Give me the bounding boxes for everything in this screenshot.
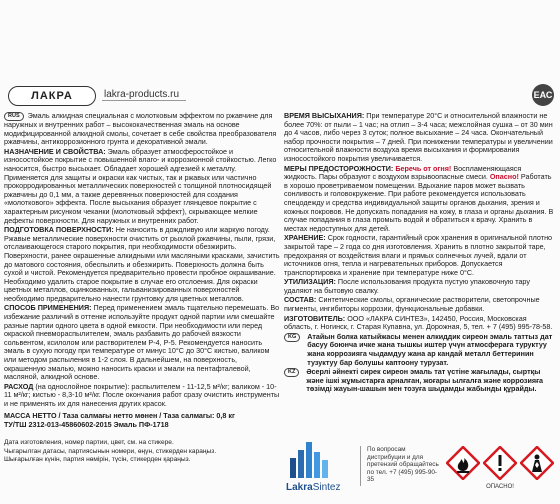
util-text: После использования продукта пустую упаковочную тару удаляют на бытовую свалку. bbox=[284, 277, 530, 295]
danger-label: ОПАСНО! bbox=[486, 484, 514, 490]
storage-section bbox=[284, 234, 556, 277]
hazard-pictograms bbox=[444, 446, 556, 498]
safety-title: МЕРЫ ПРЕДОСТОРОЖНОСТИ: bbox=[284, 163, 394, 173]
apply-text: Перед применением эмаль тщательно перемешать. Во избежание различий в оттенке используйте продукт одной партии или смешайте разные партии одного цвета в одной емкости. При необходимости или перед окраской пневмораспылителем, эмаль разбавить до рабочей вязкости сольвентом, ксилолом или растворителем Р-4, Р-5. Рекомендуется наносить эмаль в сухую погоду при температуре от минус 10°С до 30°С кистью, валиком или методом распыления в 1-2 слоя. В дальнейшем, на поверхность, окрашенную эмалью, можно наносить краски и эмали на пентафталевой, масляной, алкидной основе. bbox=[4, 303, 280, 382]
website-link[interactable]: lakra-products.ru bbox=[104, 89, 180, 100]
right-column bbox=[284, 112, 556, 395]
kz-text: Әсерлі әйнекті сирек сиреон эмаль тат үстіне жағылады, сыртқы және ішкі жұмыстарға арналған, жоғары ылғалға және коррозияға төзімді жауын-шашын мен тозуға шыдамды жабынды құрайды. bbox=[306, 367, 544, 394]
prep-section bbox=[4, 226, 280, 303]
apply-section bbox=[4, 304, 280, 381]
lakra-word: Lakra bbox=[286, 482, 313, 493]
util-title: УТИЛИЗАЦИЯ: bbox=[284, 277, 336, 287]
dry-text: При температуре 20°С и относительной влажности не более 70%: от пыли – 1 час; на отлип – 3-4 часа; межслойная сушка – от 30 мин до 4 часов, либо через 3 суток; полное высыхание – 24 часа. Окончательный набор прочности покрытия – 7 дней. При понижении температуры и увеличении относительной влажности воздуха время высыхания и формирования износостойкого покрытия увеличивается. bbox=[284, 111, 553, 163]
footer-line-kz: Шығарылған күнін, партия нөмірін, түсін, стикерден қараңыз. bbox=[4, 456, 191, 464]
kg-section bbox=[284, 333, 556, 367]
mass-line: МАССА НЕТТО / Таза салмағы нетто мөнен / Таза салмагы: 0,8 кг bbox=[4, 410, 236, 420]
intro-text: Эмаль алкидная специальная с молотковым эффектом по ржавчине для наружных и внутренних работ – высококачественная эмаль на основе модифицированной алкидной смолы, сочетает в себе свойства преобразователя ржавчины, антикоррозионного грунта и декоративной эмали. bbox=[4, 111, 277, 147]
safety-warning-danger: Опасно! bbox=[489, 172, 519, 182]
comp-text: Синтетические смолы, органические растворители, светопрочные пигменты, ингибиторы коррозии, функциональные добавки. bbox=[284, 295, 540, 314]
footer-notes bbox=[4, 439, 280, 465]
storage-text: Срок годности, гарантийный срок хранения в оригинальной плотно закрытой таре – 2 года со дня изготовления. Хранить в плотно закрытой таре, предохраняя от воздействия влаги и прямых солнечных лучей, вдали от источников огня, тепла и нагревательных приборов. Допускается транспортировка и хранение при температуре ниже 0°С. bbox=[284, 233, 553, 277]
safety-text-2: Работать в хорошо проветриваемом помещении. Вдыхание паров может вызвать сонливость и головокружение. При работе рекомендуется использовать спецодежду и средства индивидуальной защиты органов дыхания, зрения и кожных покровов. Не допускать попадания на кожу, в глаза и органы дыхания. В случае попадания в глаза промыть водой и обратиться к врачу. Хранить в местах недоступных для детей. bbox=[284, 172, 554, 233]
maker-section bbox=[284, 315, 556, 332]
footer-line-kg: Чыгарылган датасы, партиясынын номери, өңүн, стикерден караңыз. bbox=[4, 447, 217, 455]
flame-pictogram-icon bbox=[446, 446, 480, 480]
intro-paragraph bbox=[4, 112, 280, 147]
exclamation-pictogram-icon bbox=[483, 446, 517, 480]
kg-text: Атайын болка катыйжасы менен алкиддик сиреон эмаль таттыз дат басуу боюнча ичке жана тышкы иштер үчүн атмосферага туруктуу жана коррозияга чыдамдуу жана ар кандай металл беттеринин тузуктуу бар болушы каптоону турузат. bbox=[307, 331, 553, 367]
safety-warning-fire: Беречь от огня! bbox=[395, 163, 452, 173]
prep-title: ПОДГОТОВКА ПОВЕРХНОСТИ: bbox=[4, 225, 114, 235]
rate-section bbox=[4, 383, 280, 409]
comp-title: СОСТАВ: bbox=[284, 295, 317, 305]
kz-badge: KZ bbox=[284, 368, 299, 377]
left-column bbox=[4, 112, 280, 431]
prep-text: Не наносить в дождливую или жаркую погоду. Ржавые металлические поверхности очистить от рыхлой ржавчины, пыли, грязи, отслаивающегося старого покрытия, при необходимости обезжирить. Поверхности, ранее окрашенные алкидными или масляными красками, зачистить до матового состояния, обеспылить и обезжирить. Поверхность должна быть сухой и чистой. Рекомендуется предварительно провести пробное окрашивание. Необходимо удалить старое покрытие в случае его отслоения. Для окраски цветных металлов, оцинкованных, гальванизированных поверхностей необходимо предварительно нанести грунтовку для цветных металлов. bbox=[4, 225, 280, 303]
distributor-contact: По вопросам дистрибуции и для претензий обращайтесь по тел. +7 (495) 995-90-35 bbox=[360, 446, 439, 486]
health-hazard-pictogram-icon bbox=[520, 446, 554, 480]
eac-mark: ЕАС bbox=[532, 84, 554, 106]
rate-title: РАСХОД bbox=[4, 381, 34, 391]
footer-line-ru: Дата изготовления, номер партии, цвет, см. на стикере. bbox=[4, 439, 174, 446]
dry-title: ВРЕМЯ ВЫСЫХАНИЯ: bbox=[284, 111, 365, 120]
sintez-word: Sintez bbox=[312, 482, 341, 493]
website-underline bbox=[102, 100, 186, 101]
safety-text-1: Воспламеняющаяся жидкость. Пары образуют с воздухом взрывоопасные смеси. bbox=[284, 163, 522, 182]
kg-badge: KG bbox=[284, 333, 300, 342]
safety-section bbox=[284, 165, 556, 234]
purpose-title: НАЗНАЧЕНИЕ И СВОЙСТВА: bbox=[4, 146, 106, 156]
rate-text: (на однослойное покрытие): распылителем - 11-12,5 м²/кг; валиком - 10-11 м²/кг; кистью - 8,3-10 м²/кг. После окончания работ сразу очистить инструменты и не применять их для нанесения других красок. bbox=[4, 381, 280, 408]
comp-section bbox=[284, 296, 556, 313]
rus-badge: RUS bbox=[4, 112, 24, 121]
apply-title: СПОСОБ ПРИМЕНЕНИЯ: bbox=[4, 303, 92, 313]
header bbox=[4, 86, 556, 106]
maker-title: ИЗГОТОВИТЕЛЬ: bbox=[284, 313, 346, 323]
kz-section bbox=[284, 368, 556, 394]
util-section bbox=[284, 278, 556, 295]
lakrasintez-logo bbox=[286, 432, 358, 496]
storage-title: ХРАНЕНИЕ: bbox=[284, 233, 326, 243]
lakra-logo[interactable]: ЛАКРА bbox=[8, 86, 96, 106]
lakrasintez-wordmark bbox=[286, 482, 340, 493]
dry-section bbox=[284, 112, 556, 164]
maker-text: ООО «ЛАКРА СИНТЕЗ», 142450, Россия, Московская область, г. Ногинск, г. Старая Купавна, ул. Дорожная, 5, тел. + 7 (495) 995-78-58. bbox=[284, 313, 553, 332]
purpose-section bbox=[4, 148, 280, 225]
lakrasintez-emblem-icon bbox=[286, 432, 346, 480]
tu-line: ТУ/ТШ 2312-013-45860602-2015 Эмаль ПФ-1718 bbox=[4, 420, 169, 430]
purpose-text: Эмаль образует атмосферостойкое и износостойкое покрытие с повышенной влаго- и коррозионной стойкостью. Легко наносится, быстро высыхает. Обладает хорошей адгезией к металлу. Применяется для защиты и окраски как чистых, так и ржавых или частично прокорродированных металлических поверхностей с толщиной плотносидящей ржавчины до 0,1 мм, а также деревянных поверхностей для создания «молоткового» эффекта. После высыхания образует глянцевое покрытие с характерным рисунком чеканки (молотковый эффект), скрывающее мелкие дефекты поверхности. Для наружных и внутренних работ. bbox=[4, 146, 277, 225]
